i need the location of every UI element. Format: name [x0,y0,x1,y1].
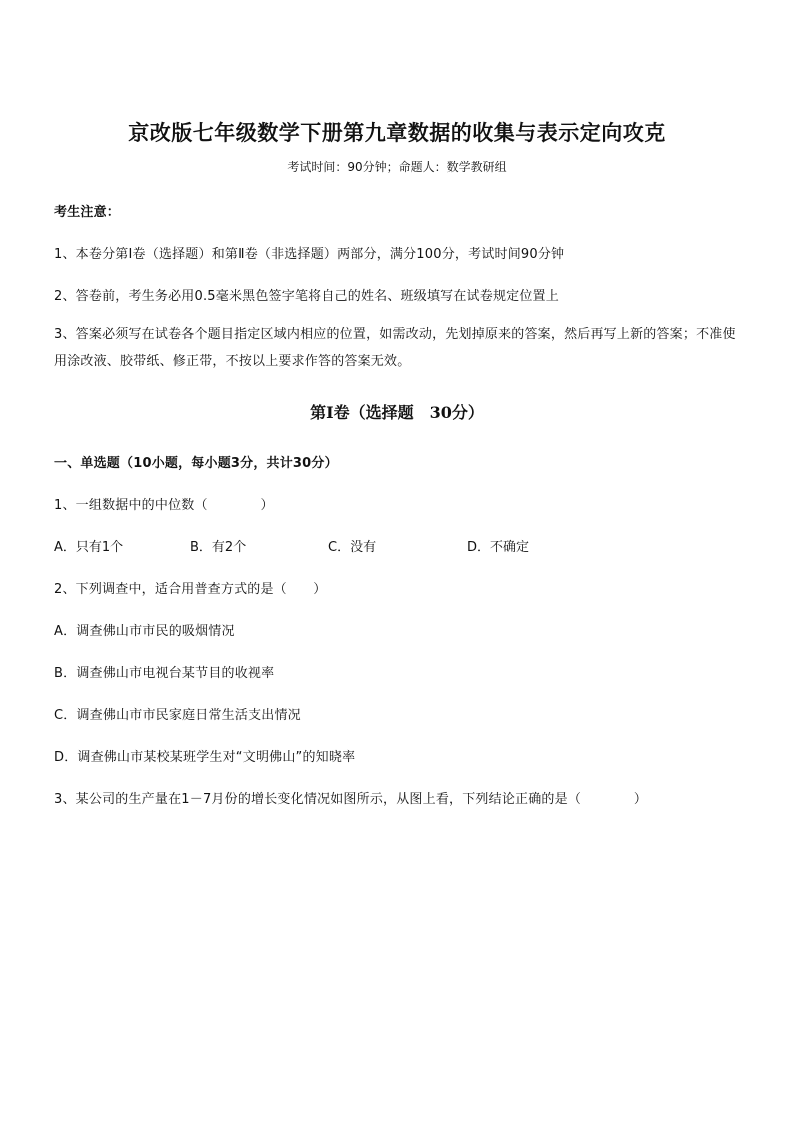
exam-subtitle: 考试时间：90分钟；命题人：数学教研组 [287,160,507,174]
notice-item-1: 1、本卷分第Ⅰ卷（选择题）和第Ⅱ卷（非选择题）两部分，满分100分，考试时间90分钟 [54,247,565,262]
question-2-option-b: B．调查佛山市电视台某节目的收视率 [54,666,275,681]
question-1-option-b: B．有2个 [190,540,247,555]
notice-item-3: 3、答案必须写在试卷各个题目指定区域内相应的位置，如需改动，先划掉原来的答案，然后再写上新的答案；不准使用涂改液、胶带纸、修正带，不按以上要求作答的答案无效。 [54,327,736,369]
section-title: 第Ⅰ卷（选择题 30分） [310,403,484,422]
notice-item-2: 2、答卷前，考生务必用0.5毫米黑色签字笔将自己的姓名、班级填写在试卷规定位置上 [54,289,559,304]
question-1-option-c: C．没有 [328,540,377,555]
question-2-option-a: A．调查佛山市市民的吸烟情况 [54,624,235,639]
question-1-option-d: D．不确定 [467,540,530,555]
question-3-stem: 3、某公司的生产量在1－7月份的增长变化情况如图所示，从图上看，下列结论正确的是（ ） [54,792,648,807]
question-2-option-d: D．调查佛山市某校某班学生对“文明佛山”的知晓率 [54,750,356,765]
question-1-stem: 1、一组数据中的中位数（ ） [54,498,274,513]
page-title: 京改版七年级数学下册第九章数据的收集与表示定向攻克 [128,120,666,145]
question-1-option-a: A．只有1个 [54,540,124,555]
question-2-stem: 2、下列调查中，适合用普查方式的是（ ） [54,582,327,597]
notice-heading: 考生注意： [54,205,121,220]
question-2-option-c: C．调查佛山市市民家庭日常生活支出情况 [54,708,301,723]
part-heading: 一、单选题（10小题，每小题3分，共计30分） [54,456,338,471]
